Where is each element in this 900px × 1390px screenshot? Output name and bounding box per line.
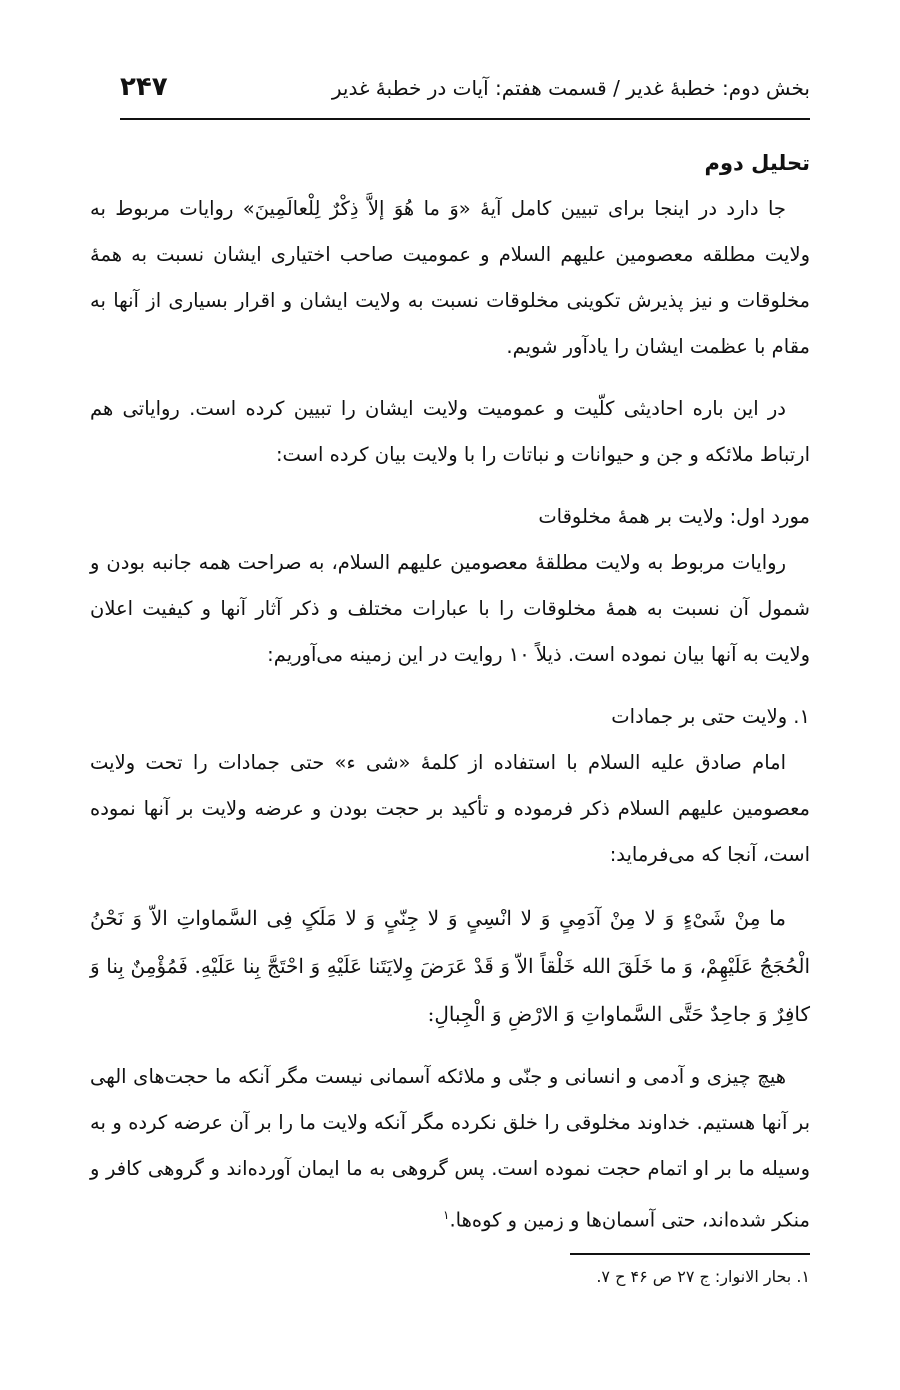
paragraph-imam-sadiq: امام صادق علیه السلام با استفاده از کلمۀ «شی ء» حتی جمادات را تحت ولایت معصومین علیهم السلام ذکر فرموده و تأکید بر حجت بودن و عرضه ولایت بر آنها نموده است، آنجا که می‌فرماید: — [90, 751, 810, 866]
page-header — [120, 68, 810, 120]
hadith-quote: ما مِنْ شَیْءٍ وَ لا مِنْ آدَمِیٍ وَ لا انْسِیٍ وَ لا جِنّیٍ وَ لا مَلَکٍ فِی السَّماواتِ الاّ وَ نَحْنُ الْحُجَجُ عَلَیْهِمْ، وَ ما خَلَقَ الله خَلْقاً الاّ وَ قَدْ عَرَضَ وِلایَتَنا عَلَیْهِ وَ احْتَجَّ بِنا عَلَیْهِ. فَمُؤْمِنٌ بِنا وَ کافِرٌ وَ جاحِدٌ حَتَّی السَّماواتِ وَ الارْضِ وَ الْجِبالِ: — [90, 906, 810, 1026]
paragraph-context: در این باره احادیثی کلّیت و عمومیت ولایت ایشان را تبیین کرده است. روایاتی هم ارتباط ملائکه و جن و حیوانات و نباتات را با ولایت بیان کرده است: — [90, 397, 810, 466]
footnote-divider — [570, 1253, 810, 1255]
item-title: ۱. ولایت حتی بر جمادات — [611, 705, 810, 728]
section-heading: تحلیل دوم — [704, 151, 810, 175]
paragraph-intro: جا دارد در اینجا برای تبیین کامل آیۀ «وَ ما هُوَ إلاَّ ذِکْرٌ لِلْعالَمِینَ» روایات مربوط به ولایت مطلقه معصومین علیهم السلام و عمومیت صاحب اختیاری ایشان نسبت به همۀ مخلوقات و نیز پذیرش تکوینی مخلوقات نسبت به ولایت ایشان و اقرار بسیاری از آنها به مقام با عظمت ایشان را یادآور شویم. — [90, 197, 810, 358]
footnote: ۱. بحار الانوار: ج ۲۷ ص ۴۶ ح ۷. — [596, 1267, 810, 1286]
paragraph-translation — [90, 1054, 810, 1244]
running-title: بخش دوم: خطبۀ غدیر / قسمت هفتم: آیات در خطبۀ غدیر — [331, 76, 810, 100]
footnote-marker: ۱ — [443, 1208, 450, 1222]
paragraph-case-one: روایات مربوط به ولایت مطلقۀ معصومین علیهم السلام، به صراحت همه جانبه بودن و شمول آن نسبت به همۀ مخلوقات را با عبارات مختلف و ذکر آثار آنها و کیفیت اعلان ولایت به آنها بیان نموده است. ذیلاً ۱۰ روایت در این زمینه می‌آوریم: — [90, 551, 810, 666]
page-body — [90, 140, 810, 1244]
case-title: مورد اول: ولایت بر همۀ مخلوقات — [538, 505, 810, 528]
page-number: ۲۴۷ — [120, 72, 168, 102]
translation-text: هیچ چیزی و آدمی و انسانی و جنّی و ملائکه آسمانی نیست مگر آنکه ما حجت‌های الهی بر آنها هستیم. خداوند مخلوقی را خلق نکرده مگر آنکه ولایت ما را بر آن عرضه کرده و به وسیله ما بر او اتمام حجت نموده است. پس گروهی به ما ایمان آورده‌اند و گروهی کافر و منکر شده‌اند، حتی آسمان‌ها و زمین و کوه‌ها. — [90, 1065, 810, 1232]
